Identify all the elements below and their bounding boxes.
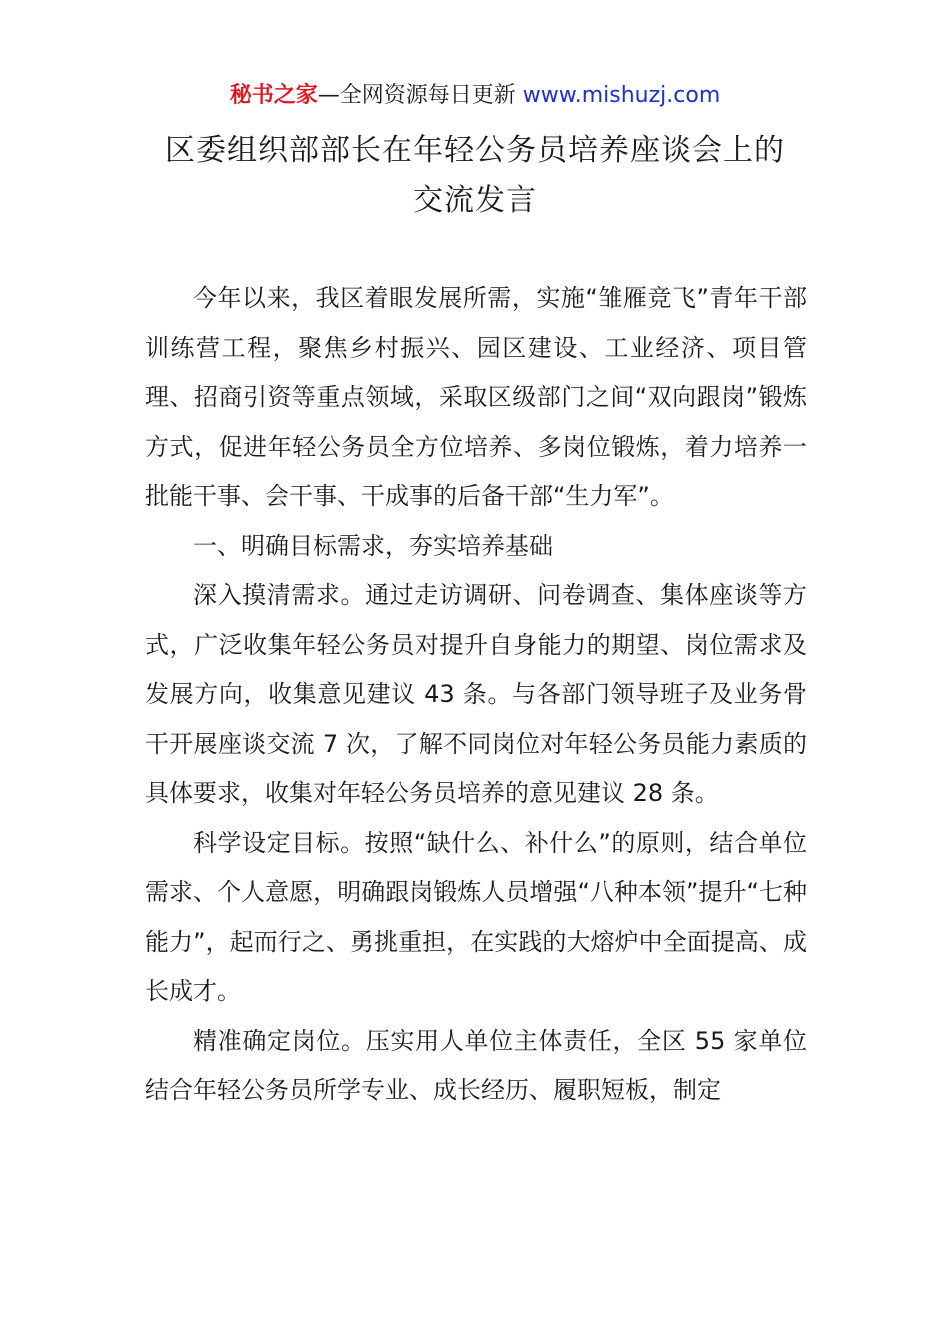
site-tagline: —全网资源每日更新 (317, 83, 523, 108)
document-title-line-1: 区委组织部部长在年轻公务员培养座谈会上的 (165, 133, 785, 168)
paragraph-intro: 今年以来，我区着眼发展所需，实施“雏雁竞飞”青年干部训练营工程，聚焦乡村振兴、园区建设、工业经济、项目管理、招商引资等重点领域，采取区级部门之间“双向跟岗”锻炼方式，促进年轻公务员全方位培养、多岗位锻炼，着力培养一批能干事、会干事、干成事的后备干部“生力军”。 (145, 284, 807, 510)
document-title-line-2: 交流发言 (413, 183, 537, 218)
site-brand: 秘书之家 (229, 83, 318, 108)
section-heading-1: 一、明确目标需求，夯实培养基础 (193, 531, 553, 560)
document-body (145, 274, 807, 1116)
document-title (0, 126, 950, 226)
paragraph-goals: 科学设定目标。按照“缺什么、补什么”的原则，结合单位需求、个人意愿，明确跟岗锻炼人员增强“八种本领”提升“七种能力”，起而行之、勇挑重担，在实践的大熔炉中全面提高、成长成才。 (145, 828, 807, 1005)
paragraph-positions: 精准确定岗位。压实用人单位主体责任，全区 55 家单位结合年轻公务员所学专业、成长经历、履职短板，制定 (145, 1026, 807, 1104)
paragraph-needs: 深入摸清需求。通过走访调研、问卷调查、集体座谈等方式，广泛收集年轻公务员对提升自身能力的期望、岗位需求及发展方向，收集意见建议 43 条。与各部门领导班子及业务骨干开展座谈交流 7 次，了解不同岗位对年轻公务员能力素质的具体要求，收集对年轻公务员培养的意见建议 28 条。 (145, 581, 807, 807)
site-header (0, 80, 950, 112)
site-url-link[interactable]: www.mishuzj.com (522, 83, 721, 108)
